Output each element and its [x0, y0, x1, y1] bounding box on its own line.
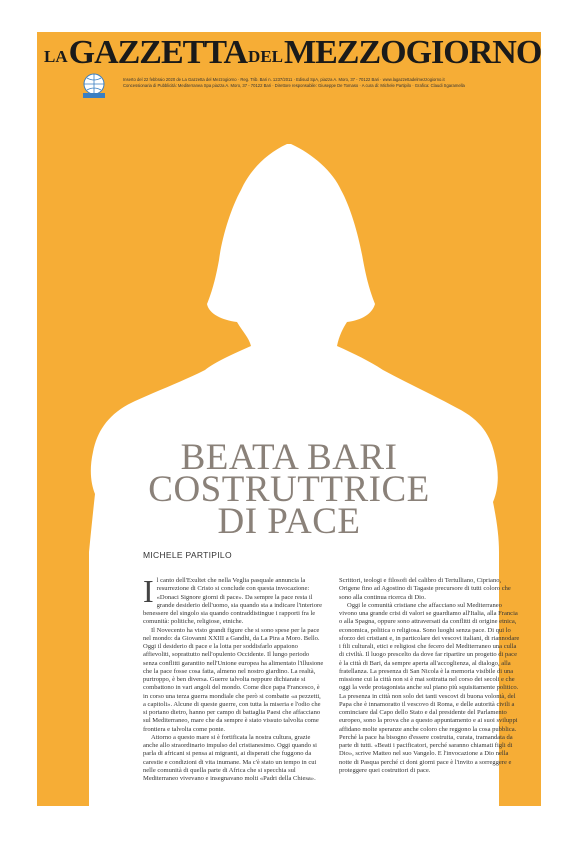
- article-paragraph: Attorno a questo mare si è fortificata la nostra cultura, grazie anche allo straordinario impulso del cristianesimo. Oggi quando si parla di africani si pensa ai migranti, ai disperati che fuggono da carestie e condizioni di vita inumane. Ma c'è stato un tempo in cui nelle comunità di quella parte di Africa che si specchia sul Mediterraneo vivevano e insegnavano molti «Padri della Chiesa». Scrittori, teologi e filosofi del calibro di Tertulliano, Cipriano, Origene fino ad Agostino di Tagaste precursore di tutti coloro che sono alla continua ricerca di Dio.: [143, 577, 511, 782]
- article-body: [143, 573, 521, 806]
- publication-info-line2: Concessionaria di Pubblicità: Mediterranea Spa piazza A. Moro, 37 - 70122 Bari · Direttore responsabile: Giuseppe De Tomaso · A cura di: Michele Partipilo · Grafica: Claudi Sgaramella: [123, 83, 465, 88]
- masthead-la: LA: [44, 47, 68, 66]
- globe-icon: [79, 72, 109, 100]
- headline-line3: DI PACE: [217, 501, 361, 542]
- headline-line2: COSTRUTTRICE: [148, 469, 430, 510]
- publication-info: [123, 77, 533, 89]
- masthead-gazzetta: GAZZETTA: [68, 34, 248, 71]
- headline-line1: BEATA BARI: [180, 437, 398, 478]
- article-paragraph: Il canto dell'Exultet che nella Veglia pasquale annuncia la resurrezione di Cristo si conclude con questa invocazione: «Donaci Signore giorni di pace». Da sempre la pace resta il grande desiderio dell'uomo, sia quando sta a indicare l'interiore benessere del singolo sia quando contraddistingue i rapporti fra le comunità: politiche, religiose, etniche.: [143, 573, 323, 626]
- drop-cap: I: [143, 573, 154, 609]
- article-paragraph: Il Novecento ha visto grandi figure che si sono spese per la pace nel mondo: da Giovanni XXIII a Gandhi, da La Pira a Moro. Bello. Oggi il desiderio di pace e la lotta per soddisfarlo appaiono affievoliti, soprattutto nell'opulento Occidente. Il lungo periodo senza conflitti garantito nell'Unione europea ha alimentato l'illusione che la pace fosse cosa fatta, almeno nel nostro giardino. La realtà, purtroppo, è ben diversa. Guerre talvolta neppure dichiarate si combattono in vari angoli del mondo. Come dice papa Francesco, è in corso una terza guerra mondiale che però si combatte «a pezzetti, a capitoli». Alcune di queste guerre, con tutta la miseria e l'odio che si portano dietro, hanno per campo di battaglia Paesi che affacciano sul Mediterraneo, mare che da sempre è stato vissuto talvolta come frontiera e talvolta come ponte.: [143, 626, 324, 733]
- masthead: [43, 34, 541, 71]
- author-byline: MICHELE PARTIPILO: [143, 550, 232, 560]
- masthead-mezzogiorno: MEZZOGIORNO: [284, 34, 541, 71]
- publication-info-line1: Inserto del 22 febbraio 2020 de La Gazzetta del Mezzogiorno · Reg. Trib. Bari n. 1237/2011 · Edisud SpA, piazza A. Moro, 37 - 70122 Bari · www.lagazzettadelmezzogiorno.it: [123, 77, 445, 82]
- poster-background: [37, 32, 541, 806]
- headline: [137, 437, 441, 542]
- masthead-del: DEL: [248, 47, 284, 66]
- article-paragraph: Oggi le comunità cristiane che affacciano sul Mediterraneo vivono una grande crisi di valori se guardiamo all'Italia, alla Francia o alla Spagna, oppure sono attraversati da conflitti di origine etnica, economica, politica o religiosa. Sono luoghi senza pace. Di qui lo sforzo dei cristiani e, in particolare dei vescovi italiani, di riannodare i fili culturali, etici e religiosi che fecero del Mediterraneo una culla di civiltà. Il luogo prescelto da dove far ripartire un progetto di pace è la città di Bari, da sempre aperta all'accoglienza, al dialogo, alla fratellanza. La presenza di San Nicola è la memoria visibile di una missione cui la città non si è mai sottratta nel corso dei secoli e che oggi la vede protagonista anche sul piano più squisitamente politico. La presenza in città non solo dei tanti vescovi di buona volontà, del Papa che è innamoratto il vescovo di Roma, e delle autorità civili a cominciare dal Capo dello Stato e dal presidente del Parlamento europeo, sono la prova che a questo appuntamento e ai suoi sviluppi affidano molte speranze anche coloro che reggono la cosa pubblica. Perché la pace ha bisogno d'essere costruita, curata, tramandata da parte di tutti. «Beati i pacificatori, perché saranno chiamati figli di Dio», scrive Matteo nel suo Vangelo. E l'invocazione a Dio nella notte di Pasqua perché ci doni giorni pace è l'invito a sorreggere e proteggere quei costruttori di pace.: [339, 601, 520, 774]
